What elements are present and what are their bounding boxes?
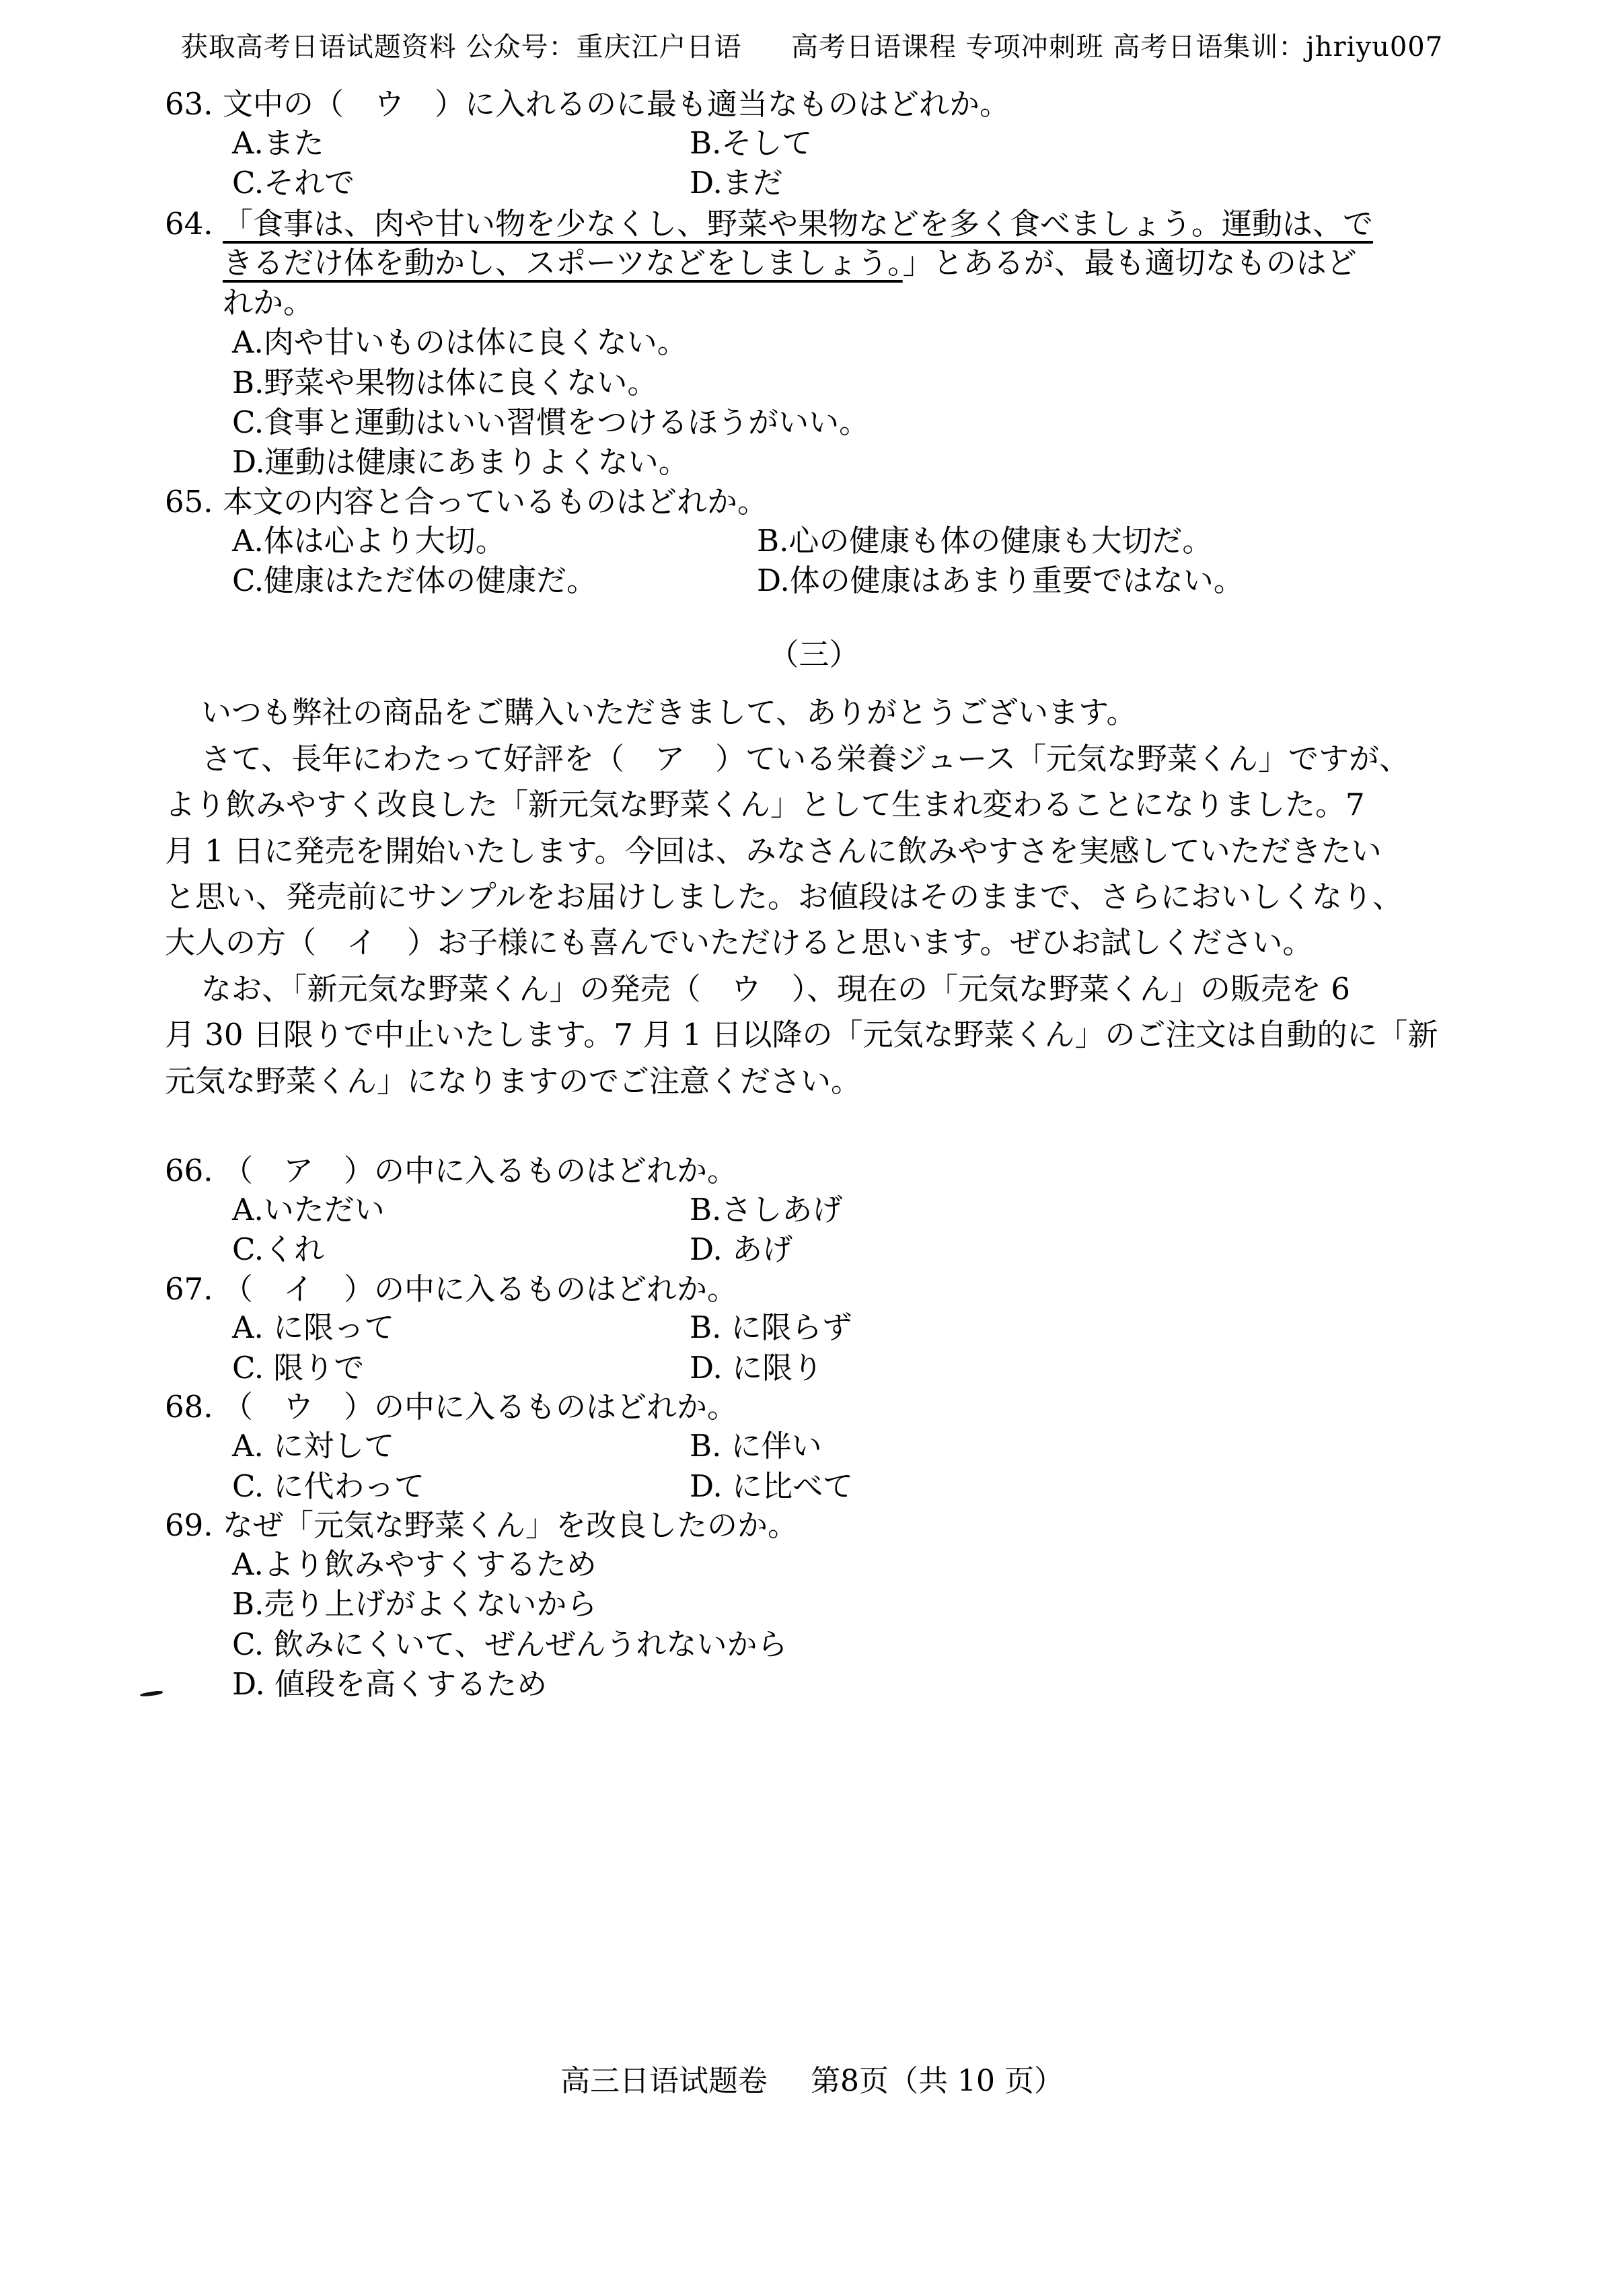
header-right-text: 高考日语课程 专项冲刺班 高考日语集训：jhriyu007	[790, 32, 1444, 63]
question-64-stem-line-3: れか。	[223, 284, 314, 320]
question-69-number: 69.	[165, 1507, 213, 1543]
question-64-option-c[interactable]: C.食事と運動はいい習慣をつけるほうがいい。	[232, 404, 870, 440]
question-63	[165, 86, 1463, 203]
question-69-stem	[165, 1507, 1463, 1544]
question-66-option-d[interactable]: D. あげ	[690, 1231, 793, 1268]
question-69-option-a[interactable]: A.より飲みやすくするため	[232, 1546, 597, 1582]
question-63-options	[165, 123, 1463, 203]
question-67-stem	[165, 1271, 1463, 1308]
passage-line-6: 大人の方（ イ ）お子様にも喜んでいただけると思います。ぜひお試しください。	[165, 925, 1313, 961]
question-65-option-d[interactable]: D.体の健康はあまり重要ではない。	[757, 563, 1244, 599]
question-66-number: 66.	[165, 1152, 213, 1188]
question-66	[165, 1153, 1463, 1270]
passage-line-2: さて、長年にわたって好評を（ ア ）ている栄養ジュース「元気な野菜くん」ですが、	[201, 740, 1409, 777]
question-67-option-row-1	[232, 1307, 1463, 1347]
footer-page-number: 第8页（共 10 页）	[811, 2064, 1064, 2098]
question-66-option-a[interactable]: A.いただい	[232, 1191, 385, 1227]
question-64-stem	[165, 205, 1463, 323]
passage-spacer	[165, 1104, 1463, 1153]
question-64-option-b[interactable]: B.野菜や果物は体に良くない。	[232, 364, 658, 400]
question-67-option-c[interactable]: C. 限りで	[232, 1349, 365, 1386]
question-63-stem	[165, 86, 1463, 123]
footer-title: 高三日语试题卷	[560, 2064, 768, 2098]
question-63-option-b[interactable]: B.そして	[690, 124, 813, 161]
question-68-option-c[interactable]: C. に代わって	[232, 1468, 425, 1504]
passage-line-4: 月 1 日に発売を開始いたします。今回は、みなさんに飲みやすさを実感していただきたい	[165, 832, 1382, 869]
question-63-number: 63.	[165, 86, 213, 122]
question-67-options	[165, 1307, 1463, 1388]
question-64-stem-line-1	[165, 205, 1463, 244]
question-64-stem-line-2-rest: 」とあるが、最も適切なものはど	[902, 245, 1357, 281]
question-69-options	[165, 1544, 1463, 1705]
question-67-option-a[interactable]: A. に限って	[232, 1310, 395, 1346]
question-67-option-row-2	[232, 1348, 1463, 1388]
question-66-options	[165, 1190, 1463, 1270]
question-64-option-a[interactable]: A.肉や甘いものは体に良くない。	[232, 324, 688, 361]
question-65-options	[165, 521, 1463, 601]
question-65-number: 65.	[165, 483, 213, 519]
question-64-option-d[interactable]: D.運動は健康にあまりよくない。	[232, 444, 689, 480]
question-63-option-a[interactable]: A.また	[232, 124, 324, 161]
question-69-option-b[interactable]: B.売り上げがよくないから	[232, 1586, 597, 1622]
question-66-option-c[interactable]: C.くれ	[232, 1231, 325, 1268]
question-67-option-d[interactable]: D. に限り	[690, 1349, 823, 1386]
question-65-option-c[interactable]: C.健康はただ体の健康だ。	[232, 563, 597, 599]
page-header	[0, 26, 1624, 64]
question-69	[165, 1507, 1463, 1704]
question-69-option-d[interactable]: D. 値段を高くするため	[232, 1666, 548, 1702]
question-69-option-c[interactable]: C. 飲みにくいて、ぜんぜんうれないから	[232, 1626, 788, 1662]
question-63-stem-text: 文中の（ ウ ）に入れるのに最も適当なものはどれか。	[223, 86, 1010, 122]
passage-line-3: より飲みやすく改良した「新元気な野菜くん」として生まれ変わることになりました。7	[165, 787, 1365, 823]
question-64-quote-line-1: 「食事は、肉や甘い物を少なくし、野菜や果物などを多く食べましょう。運動は、で	[223, 205, 1374, 242]
question-66-stem-text: （ ア ）の中に入るものはどれか。	[223, 1152, 738, 1188]
question-65-stem-text: 本文の内容と合っているものはどれか。	[223, 483, 768, 519]
question-66-option-b[interactable]: B.さしあげ	[690, 1191, 843, 1227]
question-65-option-b[interactable]: B.心の健康も体の健康も大切だ。	[757, 522, 1213, 559]
question-67-stem-text: （ イ ）の中に入るものはどれか。	[223, 1270, 738, 1307]
question-63-option-c[interactable]: C.それで	[232, 165, 355, 201]
question-67	[165, 1271, 1463, 1388]
question-68-option-row-1	[232, 1426, 1463, 1466]
question-68-number: 68.	[165, 1389, 213, 1425]
stray-pen-mark	[140, 1690, 163, 1697]
question-68	[165, 1389, 1463, 1506]
question-66-option-row-2	[232, 1229, 1463, 1269]
question-65-option-row-1	[232, 521, 1463, 561]
question-63-option-row-2	[232, 163, 1463, 203]
exam-content	[165, 86, 1463, 1705]
question-69-stem-text: なぜ「元気な野菜くん」を改良したのか。	[223, 1507, 799, 1543]
passage-line-7: なお、「新元気な野菜くん」の発売（ ウ ）、現在の「元気な野菜くん」の販売を 6	[201, 970, 1350, 1007]
question-67-option-b[interactable]: B. に限らず	[690, 1310, 852, 1346]
question-63-option-row-1	[232, 123, 1463, 163]
passage-line-5: と思い、発売前にサンプルをお届けしました。お値段はそのままで、さらにおいしくなり、	[165, 878, 1403, 914]
question-66-stem	[165, 1153, 1463, 1190]
question-65-option-row-2	[232, 561, 1463, 600]
question-68-option-a[interactable]: A. に対して	[232, 1428, 395, 1464]
question-68-options	[165, 1426, 1463, 1506]
reading-passage	[165, 690, 1463, 1104]
question-65-option-a[interactable]: A.体は心より大切。	[232, 522, 506, 559]
page-footer	[0, 2056, 1624, 2100]
passage-line-8: 月 30 日限りで中止いたします。7 月 1 日以降の「元気な野菜くん」のご注文は自動的に「新	[165, 1017, 1438, 1053]
question-65	[165, 484, 1463, 601]
question-64-quote-line-2: きるだけ体を動かし、スポーツなどをしましょう。	[223, 245, 903, 281]
question-64-stem-line-2	[165, 244, 1463, 283]
question-68-stem	[165, 1389, 1463, 1426]
section-title-three: （三）	[768, 637, 860, 673]
question-68-option-b[interactable]: B. に伴い	[690, 1428, 822, 1464]
question-67-number: 67.	[165, 1270, 213, 1307]
question-63-option-d[interactable]: D.まだ	[690, 165, 783, 201]
header-left-text: 获取高考日语试题资料 公众号：重庆江户日语	[180, 32, 742, 63]
question-68-option-d[interactable]: D. に比べて	[690, 1468, 854, 1504]
question-64-number: 64.	[165, 205, 213, 242]
question-68-stem-text: （ ウ ）の中に入るものはどれか。	[223, 1389, 738, 1425]
question-65-stem	[165, 484, 1463, 521]
question-64-options	[165, 322, 1463, 482]
passage-line-1: いつも弊社の商品をご購入いただきまして、ありがとうございます。	[201, 694, 1137, 731]
question-64	[165, 205, 1463, 482]
passage-line-9: 元気な野菜くん」になりますのでご注意ください。	[165, 1063, 862, 1099]
question-68-option-row-2	[232, 1466, 1463, 1506]
question-66-option-row-1	[232, 1190, 1463, 1229]
